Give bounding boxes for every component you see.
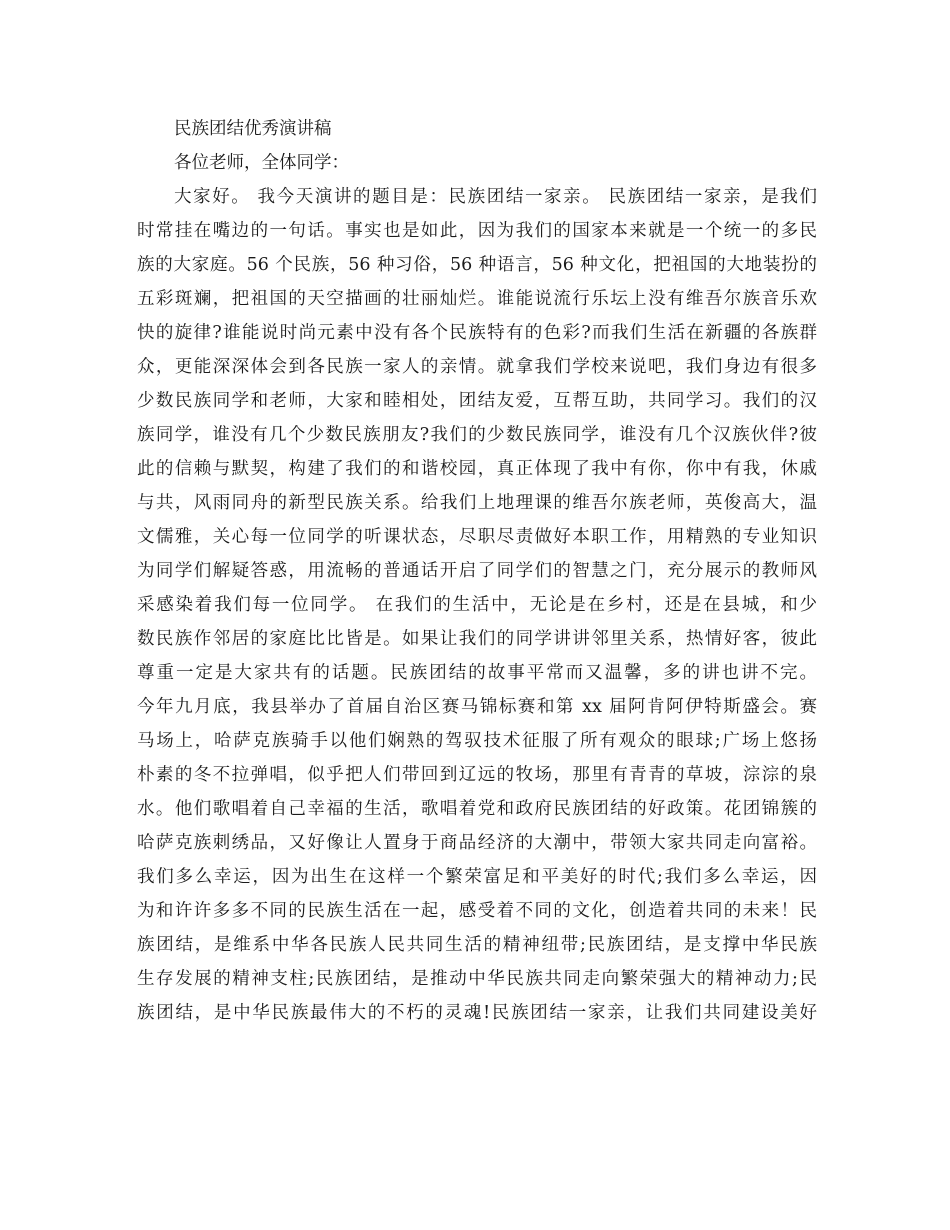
paragraph-line: 为和许许多多不同的民族生活在一起，感受着不同的文化，创造着共同的未来！民 (137, 901, 817, 921)
paragraph-line: 文儒雅，关心每一位同学的听课状态，尽职尽责做好本职工作，用精熟的专业知识 (137, 527, 817, 547)
paragraph-line: 五彩斑斓，把祖国的天空描画的壮丽灿烂。谁能说流行乐坛上没有维吾尔族音乐欢 (137, 289, 817, 309)
document-title: 民族团结优秀演讲稿 (174, 119, 332, 139)
paragraph-line: 数民族作邻居的家庭比比皆是。如果让我们的同学讲讲邻里关系，热情好客，彼此 (137, 629, 817, 649)
paragraph-line: 水。他们歌唱着自己幸福的生活，歌唱着党和政府民族团结的好政策。花团锦簇的 (137, 799, 817, 819)
paragraph-line: 尊重一定是大家共有的话题。民族团结的故事平常而又温馨，多的讲也讲不完。 (137, 663, 817, 683)
paragraph-line: 为同学们解疑答惑，用流畅的普通话开启了同学们的智慧之门，充分展示的教师风 (137, 561, 817, 581)
paragraph-line: 采感染着我们每一位同学。 在我们的生活中，无论是在乡村，还是在县城，和少 (137, 595, 817, 615)
paragraph-line: 与共，风雨同舟的新型民族关系。给我们上地理课的维吾尔族老师，英俊高大，温 (137, 493, 817, 513)
paragraph-line: 时常挂在嘴边的一句话。事实也是如此，因为我们的国家本来就是一个统一的多民 (137, 221, 817, 241)
paragraph-line: 族团结，是中华民族最伟大的不朽的灵魂!民族团结一家亲，让我们共同建设美好 (137, 1003, 817, 1023)
paragraph-line: 今年九月底，我县举办了首届自治区赛马锦标赛和第 xx 届阿肯阿伊特斯盛会。赛 (137, 697, 817, 717)
paragraph-line: 大家好。 我今天演讲的题目是：民族团结一家亲。 民族团结一家亲，是我们 (174, 187, 817, 207)
paragraph-line: 族的大家庭。56 个民族，56 种习俗，56 种语言，56 种文化，把祖国的大地装扮的 (137, 255, 817, 275)
salutation: 各位老师，全体同学： (174, 153, 349, 173)
paragraph-line: 朴素的冬不拉弹唱，似乎把人们带回到辽远的牧场，那里有青青的草坡，淙淙的泉 (137, 765, 817, 785)
paragraph-line: 快的旋律?谁能说时尚元素中没有各个民族特有的色彩?而我们生活在新疆的各族群 (137, 323, 817, 343)
paragraph-line: 我们多么幸运，因为出生在这样一个繁荣富足和平美好的时代;我们多么幸运，因 (137, 867, 817, 887)
paragraph-line: 生存发展的精神支柱;民族团结，是推动中华民族共同走向繁荣强大的精神动力;民 (137, 969, 817, 989)
paragraph-line: 众，更能深深体会到各民族一家人的亲情。就拿我们学校来说吧，我们身边有很多 (137, 357, 817, 377)
document-body (137, 112, 817, 1030)
paragraph-line: 此的信赖与默契，构建了我们的和谐校园，真正体现了我中有你，你中有我，休戚 (137, 459, 817, 479)
paragraph-line: 哈萨克族刺绣品，又好像让人置身于商品经济的大潮中，带领大家共同走向富裕。 (137, 833, 817, 853)
paragraph-line: 马场上，哈萨克族骑手以他们娴熟的驾驭技术征服了所有观众的眼球;广场上悠扬 (137, 731, 817, 751)
paragraph-line: 族同学，谁没有几个少数民族朋友?我们的少数民族同学，谁没有几个汉族伙伴?彼 (137, 425, 817, 445)
paragraph-line: 少数民族同学和老师，大家和睦相处，团结友爱，互帮互助，共同学习。我们的汉 (137, 391, 817, 411)
paragraph-line: 族团结，是维系中华各民族人民共同生活的精神纽带;民族团结，是支撑中华民族 (137, 935, 817, 955)
